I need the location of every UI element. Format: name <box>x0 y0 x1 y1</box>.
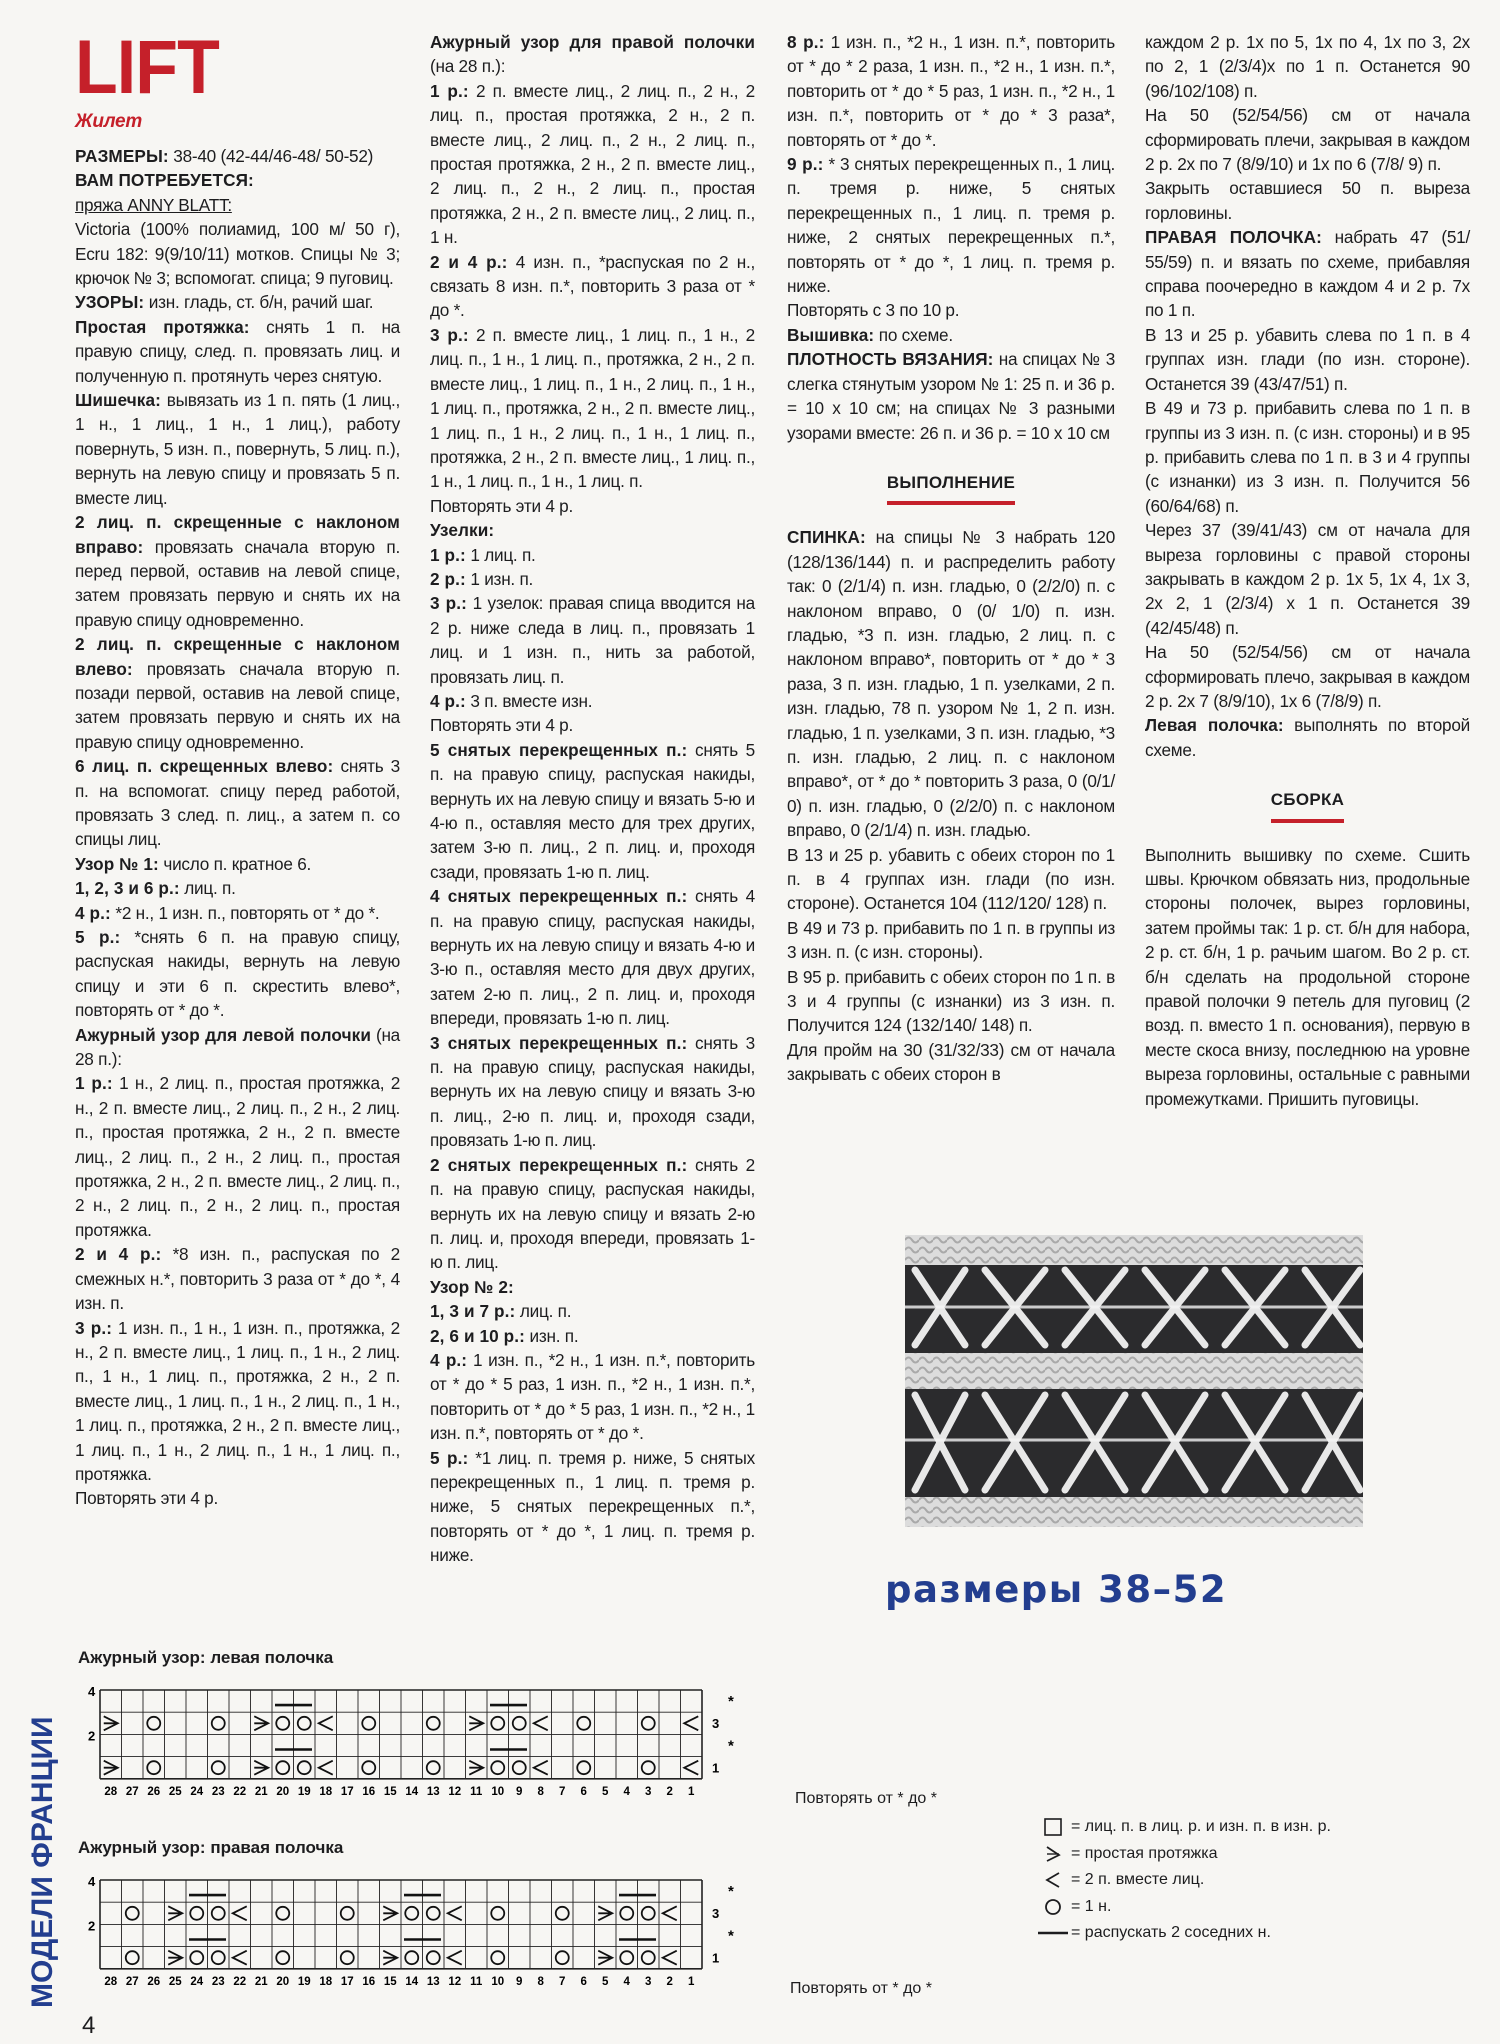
yarn-over-icon <box>341 1907 354 1920</box>
two-crossed-label: 2 снятых перекрещенных п.: <box>430 1154 688 1175</box>
patterns-value: изн. гладь, ст. б/н, рачий шаг. <box>148 292 374 313</box>
column-number: 18 <box>319 1975 333 1988</box>
cross-left-label: 2 лиц. п. скрещенные с наклоном влево: <box>75 634 400 679</box>
p2-row8-value: 1 изн. п., *2 н., 1 изн. п.*, повторить от * до * 2 раза, 1 изн. п., *2 н., 1 изн. п.*, повторить от * до * 5 раз, 1 изн. п., *2 н., 1 изн. п.*, повторить от * до * 3 раза*, повторять от * до *. <box>787 32 1115 150</box>
k2tog-icon <box>233 1906 247 1920</box>
p2-row4-label: 4 р.: <box>430 1349 468 1370</box>
p1-row1-value: лиц. п. <box>184 878 236 899</box>
ll-row2-label: 2 и 4 р.: <box>75 1244 162 1265</box>
column-number: 10 <box>491 1785 505 1798</box>
sizes-label: РАЗМЕРЫ: <box>75 146 169 166</box>
cross-right-value: провязать сначала вторую п. перед первой, оставив на левой спице, затем провязать первую и снять их на правую спицу одновременно. <box>75 536 400 630</box>
yarn-over-icon <box>513 1761 526 1774</box>
repeat-star: * <box>728 1927 734 1945</box>
lace-chart-right <box>70 1862 752 1999</box>
yarn-over-icon <box>491 1717 504 1730</box>
cross-left-value: провязать сначала вторую п. позади первой, оставив на левой спице, затем провязать первую и снять их на правую спицу одновременно. <box>75 658 400 752</box>
p2-row5-label: 5 р.: <box>430 1447 469 1468</box>
chart-right-title: Ажурный узор: правая полочка <box>78 1838 344 1857</box>
legend-item: = простая протяжка <box>1035 1841 1455 1868</box>
knots-row1-value: 1 лиц. п. <box>470 544 536 565</box>
k2tog-icon <box>319 1716 333 1730</box>
column-number: 21 <box>254 1975 268 1988</box>
yarn-over-icon <box>147 1761 160 1774</box>
back-paragraph-2: В 13 и 25 р. убавить с обеих сторон по 1 п. в 4 группах изн. глади (по изн. стороне). Останется 104 (112/120/ 128) п. <box>787 844 1115 914</box>
cross-right-label: 2 лиц. п. скрещенные с наклоном вправо: <box>75 512 400 557</box>
assembly-text: Выполнить вышивку по схеме. Сшить швы. Крючком обвязать низ, продольные стороны полочек, вырез горловины, затем проймы так: 1 р. ст. б/н для набора, 2 р. ст. б/н, 1 р. рачьим шагом. Во 2 р. ст. б/н сделать на продольной стороне правой полочки 9 петель для пуговиц (2 возд. п. вместо 1 п. основания), первую в месте скоса внизу, последнюю на уровне выреза горловины, остальные с равными промежутками. Пришить пуговицы. <box>1145 844 1470 1109</box>
patterns-label: УЗОРЫ: <box>75 292 145 313</box>
column-number: 22 <box>233 1785 247 1798</box>
yarn-over-icon <box>276 1761 289 1774</box>
yarn-over-icon <box>513 1717 526 1730</box>
yarn-detail: Victoria (100% полиамид, 100 м/ 50 г), Ecru 182: 9(9/10/11) мотков. Спицы № 3; крючок № 3; вспомогат. спица; 9 пуговиц. <box>75 219 400 289</box>
yarn-over-icon <box>405 1951 418 1964</box>
six-cross-value: снять 3 п. на вспомогат. спицу перед работой, провязать 3 след. п. лиц., а затем п. со спицы лиц. <box>75 756 400 850</box>
k2tog-icon <box>448 1951 462 1965</box>
lace-right-count: (на 28 п.): <box>430 56 506 77</box>
column-number: 5 <box>602 1785 609 1798</box>
k2tog-icon <box>663 1951 677 1965</box>
right-front-paragraph-5: На 50 (52/54/56) см от начала сформировать плечо, закрывая в каждом 2 р. 2х 7 (8/9/10), 1х 6 (7/8/9) п. <box>1145 642 1470 711</box>
chart-left-title: Ажурный узор: левая полочка <box>78 1648 334 1667</box>
simple-pull-icon <box>598 1906 612 1920</box>
yarn-over-icon <box>620 1907 633 1920</box>
back-paragraph-5: Для пройм на 30 (31/32/33) см от начала закрывать с обеих сторон в <box>787 1039 1115 1085</box>
lace-left-count: (на 28 п.): <box>75 1024 400 1070</box>
col4-paragraph-3: Закрыть оставшиеся 50 п. выреза горловины. <box>1145 178 1470 223</box>
back-label: СПИНКА: <box>787 527 866 548</box>
p2-row5-value: *1 лиц. п. тремя р. ниже, 5 снятых перекрещенных п., 1 лиц. п. тремя р. ниже, 5 снятых перекрещенных п.*, повторять от * до *, 1 лиц. п. тремя р. ниже. <box>430 1447 755 1566</box>
column-number: 14 <box>405 1975 419 1988</box>
pattern-subtitle: Жилет <box>75 111 143 132</box>
yarn-over-icon <box>642 1951 655 1964</box>
knots-row4-label: 4 р.: <box>430 690 466 711</box>
yarn-over-icon <box>212 1907 225 1920</box>
lace-left-label: Ажурный узор для левой полочки <box>75 1024 372 1045</box>
yarn-over-icon <box>427 1907 440 1920</box>
column-number: 27 <box>125 1785 139 1798</box>
row-label-left: 2 <box>88 1728 96 1744</box>
column-number: 6 <box>580 1975 587 1988</box>
legend-item: = 1 н. <box>1035 1894 1455 1921</box>
p2-repeat: Повторять с 3 по 10 р. <box>787 300 960 321</box>
right-front-label: ПРАВАЯ ПОЛОЧКА: <box>1145 227 1322 248</box>
column-2 <box>430 30 755 1568</box>
yarn-over-icon <box>298 1761 311 1774</box>
row-label-left: 4 <box>88 1684 96 1699</box>
simple-pull-label: Простая протяжка: <box>75 316 250 337</box>
lace-chart-left <box>70 1672 752 1809</box>
yarn-over-icon <box>491 1907 504 1920</box>
yarn-over-icon <box>276 1717 289 1730</box>
back-paragraph-4: В 95 р. прибавить с обеих сторон по 1 п. в 3 и 4 группы (с изнанки) из 3 изн. п. Получится 124 (132/140/ 148) п. <box>787 966 1115 1036</box>
yarn-over-icon <box>1035 1895 1071 1919</box>
ll-row1-value: 1 н., 2 лиц. п., простая протяжка, 2 н., 2 п. вместе лиц., 2 лиц. п., 2 н., 2 лиц. п., простая протяжка, 2 н., 2 п. вместе лиц., 2 лиц. п., 2 н., 2 лиц. п., простая протяжка, 2 н., 2 п. вместе лиц., 2 лиц. п., 2 н., 2 лиц. п., 2 н., 2 лиц. п., простая протяжка. <box>75 1073 400 1240</box>
lr-row3-value: 2 п. вместе лиц., 1 лиц. п., 1 н., 2 лиц. п., 1 н., 1 лиц. п., протяжка, 2 н., 2 п. вместе лиц., 1 лиц. п., 1 н., 2 лиц. п., 1 н., 1 лиц. п., протяжка, 2 н., 2 п. вместе лиц., 1 лиц. п., 1 н., 2 лиц. п., 1 н., 1 лиц. п., протяжка, 2 н., 2 п. вместе лиц., 1 лиц. п., 1 н., 1 лиц. п., 1 н., 1 лиц. п. <box>430 324 755 492</box>
right-front-paragraph-4: Через 37 (39/41/43) см от начала для выреза горловины с правой стороны закрывать в каждом 2 р. 1х 5, 1х 4, 1х 3, 2х 2, 1 (2/3/4) х 1 п. Останется 39 (42/45/48) п. <box>1145 520 1470 638</box>
knots-row3-label: 3 р.: <box>430 593 467 614</box>
column-4 <box>1145 30 1470 1111</box>
column-number: 20 <box>276 1785 290 1798</box>
row-label-left: 2 <box>88 1918 96 1934</box>
right-front-value: набрать 47 (51/ 55/59) п. и вязать по схеме, прибавляя справа поочередно в каждом 4 и 2 р. 7х по 1 п. <box>1145 227 1470 321</box>
column-number: 15 <box>383 1975 397 1988</box>
yarn-over-icon <box>491 1761 504 1774</box>
column-number: 7 <box>559 1975 566 1988</box>
column-number: 24 <box>190 1975 204 1988</box>
embroidery-label: Вышивка: <box>787 324 875 345</box>
column-number: 16 <box>362 1975 376 1988</box>
column-number: 11 <box>470 1785 483 1798</box>
simple-pull-icon <box>383 1906 397 1920</box>
k2tog-icon <box>233 1951 247 1965</box>
column-number: 22 <box>233 1975 247 1988</box>
simple-pull-icon <box>383 1951 397 1965</box>
column-number: 23 <box>211 1785 225 1798</box>
pattern2-label: Узор № 2: <box>430 1276 514 1297</box>
simple-pull-icon <box>168 1906 182 1920</box>
p1-row4-label: 4 р.: <box>75 902 111 923</box>
legend-item: = 2 п. вместе лиц. <box>1035 1867 1455 1894</box>
right-front-paragraph-3: В 49 и 73 р. прибавить слева по 1 п. в группы из 3 изн. п. (с изн. стороны) и в 95 р. прибавить слева по 1 п. в 3 и 4 группы (с изнанки) из 3 изн. п. Получится 56 (60/64/68) п. <box>1145 398 1470 516</box>
legend-item: = распускать 2 соседних н. <box>1035 1920 1455 1947</box>
lr-row3-label: 3 р.: <box>430 324 469 345</box>
ll-row2-value: *8 изн. п., распуская по 2 смежных н.*, повторить 3 раза от * до *, 4 изн. п. <box>75 1244 400 1314</box>
column-number: 10 <box>491 1975 505 1988</box>
simple-pull-icon <box>104 1716 118 1730</box>
yarn-over-icon <box>190 1951 203 1964</box>
left-front-label: Левая полочка: <box>1145 715 1284 736</box>
column-number: 28 <box>104 1785 118 1798</box>
column-number: 17 <box>340 1975 354 1988</box>
five-crossed-value: снять 5 п. на правую спицу, распуская накиды, вернуть их на левую спицу и вязать 5-ю и 4-ю п., оставляя место для трех других, затем 3-ю п. лиц., 2 п. лиц. и, проходя сзади, провязать 1-ю п. лиц. <box>430 739 755 882</box>
gauge-label: ПЛОТНОСТЬ ВЯЗАНИЯ: <box>787 349 994 370</box>
yarn-over-icon <box>556 1951 569 1964</box>
drop-two-icon <box>1035 1921 1071 1945</box>
column-number: 28 <box>104 1975 118 1988</box>
ll-row1-label: 1 р.: <box>75 1073 113 1094</box>
knots-row1-label: 1 р.: <box>430 544 466 565</box>
column-number: 11 <box>470 1975 483 1988</box>
simple-pull-icon <box>1035 1842 1071 1866</box>
column-number: 12 <box>448 1785 462 1798</box>
legend-item: = лиц. п. в лиц. р. и изн. п. в изн. р. <box>1035 1814 1455 1841</box>
yarn-over-icon <box>642 1761 655 1774</box>
p2-row1-label: 1, 3 и 7 р.: <box>430 1301 516 1322</box>
need-label: ВАМ ПОТРЕБУЕТСЯ: <box>75 170 254 191</box>
repeat-star: * <box>728 1737 734 1755</box>
k2tog-icon <box>684 1716 698 1730</box>
bobble-value: вывязать из 1 п. пять (1 лиц., 1 н., 1 лиц., 1 н., 1 лиц.), работу повернуть, 5 изн. п., повернуть, 5 лиц. п.), вернуть на левую спицу и провязать 5 п. вместе лиц. <box>75 390 400 508</box>
chart-legend <box>1035 1814 1455 1947</box>
five-crossed-label: 5 снятых перекрещенных п.: <box>430 739 688 760</box>
repeat-star: * <box>728 1883 734 1900</box>
lr-row2-value: 4 изн. п., *распуская по 2 н., связать 8 изн. п.*, повторить 3 раза от * до *. <box>430 251 755 321</box>
pattern1-value: число п. кратное 6. <box>163 853 312 874</box>
column-number: 13 <box>426 1785 440 1798</box>
column-number: 25 <box>168 1975 182 1988</box>
k2tog-icon <box>448 1906 462 1920</box>
simple-pull-icon <box>469 1716 483 1730</box>
yarn-over-icon <box>642 1717 655 1730</box>
p1-row5-label: 5 р.: <box>75 927 121 947</box>
p2-row9-value: * 3 снятых перекрещенных п., 1 лиц. п. тремя р. ниже, 5 снятых перекрещенных п., 1 лиц. п. тремя р. ниже, 2 снятых перекрещенных п.*, повторять от * до *, 1 лиц. п. тремя р. ниже. <box>787 154 1115 297</box>
yarn-over-icon <box>577 1761 590 1774</box>
column-number: 12 <box>448 1975 462 1988</box>
k2tog-icon <box>534 1716 548 1730</box>
p2-row1-value: лиц. п. <box>519 1301 572 1322</box>
column-number: 6 <box>580 1785 587 1798</box>
pattern-title: LIFT <box>75 25 219 110</box>
simple-pull-value: снять 1 п. на правую спицу, след. п. провязать лиц. и полученную п. протянуть через снятую. <box>75 316 400 386</box>
k2tog-icon <box>663 1906 677 1920</box>
simple-pull-icon <box>598 1951 612 1965</box>
yarn-over-icon <box>212 1761 225 1774</box>
column-number: 16 <box>362 1785 376 1798</box>
column-number: 15 <box>383 1785 397 1798</box>
page-number: 4 <box>82 2012 96 2039</box>
yarn-over-icon <box>190 1907 203 1920</box>
yarn-over-icon <box>556 1907 569 1920</box>
knots-row3-value: 1 узелок: правая спица вводится на 2 р. ниже следа в лиц. п., провязать 1 лиц. и 1 изн. п., нить за работой, провязать лиц. п. <box>430 593 755 687</box>
yarn-over-icon <box>620 1951 633 1964</box>
col4-paragraph-1: каждом 2 р. 1х по 5, 1х по 4, 1х по 3, 2х по 2, 1 (2/3/4)х по 1 п. Останется 90 (96/102/108) п. <box>1145 32 1470 101</box>
column-number: 8 <box>537 1785 544 1798</box>
yarn-over-icon <box>642 1907 655 1920</box>
column-1 <box>75 25 400 1511</box>
column-number: 17 <box>340 1785 354 1798</box>
yarn-over-icon <box>126 1907 139 1920</box>
yarn-over-icon <box>212 1951 225 1964</box>
p1-row4-value: *2 н., 1 изн. п., повторять от * до *. <box>115 902 380 923</box>
simple-pull-icon <box>254 1761 268 1775</box>
ll-row3-value: 1 изн. п., 1 н., 1 изн. п., протяжка, 2 н., 2 п. вместе лиц., 1 лиц. п., 1 н., 2 лиц. п., 1 н., 1 лиц. п., протяжка, 2 н., 2 п. вместе лиц., 1 лиц. п., 1 н., 2 лиц. п., 1 н., 1 лиц. п., протяжка, 2 н., 2 п. вместе лиц., 1 лиц. п., 1 н., 2 лиц. п., 1 н., 1 лиц. п., протяжка. <box>75 1317 400 1484</box>
chart-right-repeat: Повторять от * до * <box>790 1980 932 1997</box>
ll-row3-label: 3 р.: <box>75 1317 113 1338</box>
p2-row8-label: 8 р.: <box>787 32 825 52</box>
column-number: 5 <box>602 1975 609 1988</box>
three-crossed-label: 3 снятых перекрещенных п.: <box>430 1032 688 1053</box>
column-number: 3 <box>645 1785 652 1798</box>
knots-row2-label: 2 р.: <box>430 568 466 589</box>
column-number: 1 <box>688 1785 695 1798</box>
col4-paragraph-2: На 50 (52/54/56) см от начала сформировать плечи, закрывая в каждом 2 р. 2х по 7 (8/9/10) и 1х по 6 (7/8/ 9) п. <box>1145 105 1470 175</box>
k2tog-icon <box>319 1761 333 1775</box>
column-number: 7 <box>559 1785 566 1798</box>
yarn-over-icon <box>362 1717 375 1730</box>
embroidery-value: по схеме. <box>878 324 953 345</box>
row-label-right: 1 <box>712 1950 720 1966</box>
lr-repeat: Повторять эти 4 р. <box>430 495 573 516</box>
column-number: 9 <box>516 1785 523 1798</box>
column-number: 18 <box>319 1785 333 1798</box>
pattern1-label: Узор № 1: <box>75 853 159 874</box>
column-number: 19 <box>297 1975 311 1988</box>
chart-left-repeat: Повторять от * до * <box>795 1790 937 1807</box>
row-label-right: 3 <box>712 1716 720 1732</box>
knots-row2-value: 1 изн. п. <box>470 568 534 589</box>
column-3 <box>787 30 1115 1087</box>
column-number: 4 <box>623 1975 630 1988</box>
k2tog-icon <box>684 1761 698 1775</box>
column-number: 8 <box>537 1975 544 1988</box>
yarn-over-icon <box>276 1907 289 1920</box>
knots-repeat: Повторять эти 4 р. <box>430 715 573 736</box>
column-number: 9 <box>516 1975 523 1988</box>
four-crossed-value: снять 4 п. на правую спицу, распуская накиды, вернуть их на левую спицу и вязать 4-ю и 3-ю п., оставляя место для двух других, затем 2-ю п. лиц., 2 п. лиц. и, проходя впереди, провязать 1-ю п. лиц. <box>430 886 755 1029</box>
back-paragraph-3: В 49 и 73 р. прибавить по 1 п. в группы из 3 изн. п. (с изн. стороны). <box>787 917 1115 963</box>
sizes-value: 38-40 (42-44/46-48/ 50-52) <box>173 146 374 166</box>
column-number: 13 <box>426 1975 440 1988</box>
ll-repeat: Повторять эти 4 р. <box>75 1488 218 1509</box>
bobble-label: Шишечка: <box>75 390 161 411</box>
row-label-right: 1 <box>712 1760 720 1776</box>
yarn-brand: пряжа ANNY BLATT: <box>75 194 232 215</box>
knit-sample-photo <box>905 1235 1363 1527</box>
empty-square-icon <box>1035 1815 1071 1839</box>
yarn-over-icon <box>491 1951 504 1964</box>
three-crossed-value: снять 3 п. на правую спицу, распуская накиды, вернуть их на левую спицу и вязать 3-ю п. лиц., 2-ю п. лиц. и, проходя сзади, провязать 1-ю п. лиц. <box>430 1032 755 1151</box>
column-number: 4 <box>623 1785 630 1798</box>
yarn-over-icon <box>427 1951 440 1964</box>
two-crossed-value: снять 2 п. на правую спицу, распуская накиды, вернуть их на левую спицу и вязать 2-ю п. лиц. и, проходя впереди, провязать 1-ю п. лиц. <box>430 1154 755 1273</box>
column-number: 20 <box>276 1975 290 1988</box>
simple-pull-icon <box>254 1716 268 1730</box>
four-crossed-label: 4 снятых перекрещенных п.: <box>430 886 688 907</box>
lace-right-label: Ажурный узор для правой полочки <box>430 32 755 52</box>
yarn-over-icon <box>427 1761 440 1774</box>
lr-row2-label: 2 и 4 р.: <box>430 251 508 272</box>
yarn-over-icon <box>276 1951 289 1964</box>
right-front-paragraph-2: В 13 и 25 р. убавить слева по 1 п. в 4 группах изн. глади (по изн. стороне). Останется 39 (43/47/51) п. <box>1145 324 1470 394</box>
yarn-over-icon <box>427 1717 440 1730</box>
column-number: 25 <box>168 1785 182 1798</box>
column-number: 24 <box>190 1785 204 1798</box>
p2-row4-value: 1 изн. п., *2 н., 1 изн. п.*, повторить от * до * 5 раз, 1 изн. п., *2 н., 1 изн. п.*, повторить от * до * 5 раз, 1 изн. п., *2 н., 1 изн. п.*, повторять от * до *. <box>430 1349 755 1444</box>
p1-row1-label: 1, 2, 3 и 6 р.: <box>75 878 180 899</box>
column-number: 19 <box>297 1785 311 1798</box>
column-number: 21 <box>254 1785 268 1798</box>
k2tog-icon <box>534 1761 548 1775</box>
back-value: на спицы № 3 набрать 120 (128/136/144) п. и распределить работу так: 0 (2/1/4) п. изн. гладью, 0 (2/2/0) п. с наклоном вправо, 0 (0/ 1/0) п. изн. гладью, *3 п. изн. гладью, 2 лиц. п. с наклоном вправо*, повторить от * до * 3 раза, 3 п. изн. гладью, 1 п. узелками, 2 п. изн. гладью, 78 п. узором № 1, 2 п. изн. гладью, 1 п. узелками, 3 п. изн. гладью, *3 п. изн. гладью, 2 лиц. п. с наклоном вправо*, от * до * повторить 3 раза, 0 (0/1/ 0) п. изн. гладью, 0 (2/2/0) п. с наклоном вправо, 0 (2/1/4) п. изн. гладью. <box>787 527 1115 841</box>
yarn-over-icon <box>126 1951 139 1964</box>
p2-row2-label: 2, 6 и 10 р.: <box>430 1325 525 1346</box>
repeat-star: * <box>728 1693 734 1710</box>
yarn-over-icon <box>298 1717 311 1730</box>
sizes-banner: размеры 38–52 <box>885 1568 1228 1611</box>
yarn-over-icon <box>577 1717 590 1730</box>
row-label-left: 4 <box>88 1874 96 1889</box>
section-assembly-heading: СБОРКА <box>1145 788 1470 822</box>
column-number: 27 <box>125 1975 139 1988</box>
column-number: 14 <box>405 1785 419 1798</box>
column-number: 2 <box>666 1975 673 1988</box>
yarn-over-icon <box>405 1907 418 1920</box>
column-number: 2 <box>666 1785 673 1798</box>
simple-pull-icon <box>168 1951 182 1965</box>
gauge-value: на спицах № 3 слегка стянутым узором № 1: 25 п. и 36 р. = 10 х 10 см; на спицах № 3 разными узорами вместе: 26 п. и 36 р. = 10 х 10 см <box>787 349 1116 443</box>
column-number: 1 <box>688 1975 695 1988</box>
column-number: 26 <box>147 1785 161 1798</box>
knots-row4-value: 3 п. вместе изн. <box>470 690 593 711</box>
simple-pull-icon <box>469 1761 483 1775</box>
simple-pull-icon <box>104 1761 118 1775</box>
left-front-value: выполнять по второй схеме. <box>1145 715 1470 760</box>
yarn-over-icon <box>212 1717 225 1730</box>
section-execution-heading: ВЫПОЛНЕНИЕ <box>787 471 1115 505</box>
lr-row1-label: 1 р.: <box>430 80 469 101</box>
column-number: 23 <box>211 1975 225 1988</box>
column-number: 3 <box>645 1975 652 1988</box>
magazine-side-label: МОДЕЛИ ФРАНЦИИ <box>26 1716 59 2008</box>
p2-row9-label: 9 р.: <box>787 154 824 175</box>
k2tog-icon <box>1035 1868 1071 1892</box>
yarn-over-icon <box>147 1717 160 1730</box>
p2-row2-value: изн. п. <box>529 1325 579 1346</box>
row-label-right: 3 <box>712 1906 720 1922</box>
six-cross-label: 6 лиц. п. скрещенных влево: <box>75 756 334 777</box>
lr-row1-value: 2 п. вместе лиц., 2 лиц. п., 2 н., 2 лиц. п., простая протяжка, 2 н., 2 п. вместе лиц., 2 лиц. п., 2 н., 2 лиц. п., простая протяжка, 2 н., 2 п. вместе лиц., 2 лиц. п., 2 н., 2 лиц. п., простая протяжка, 2 н., 2 п. вместе лиц., 2 лиц. п., 1 н. <box>430 80 755 248</box>
knots-label: Узелки: <box>430 520 495 541</box>
column-number: 26 <box>147 1975 161 1988</box>
yarn-over-icon <box>341 1951 354 1964</box>
yarn-over-icon <box>362 1761 375 1774</box>
p1-row5-value: *снять 6 п. на правую спицу, распуская накиды, вернуть на левую спицу и эти 6 п. скрестить влево*, повторять от * до *. <box>75 927 400 1021</box>
